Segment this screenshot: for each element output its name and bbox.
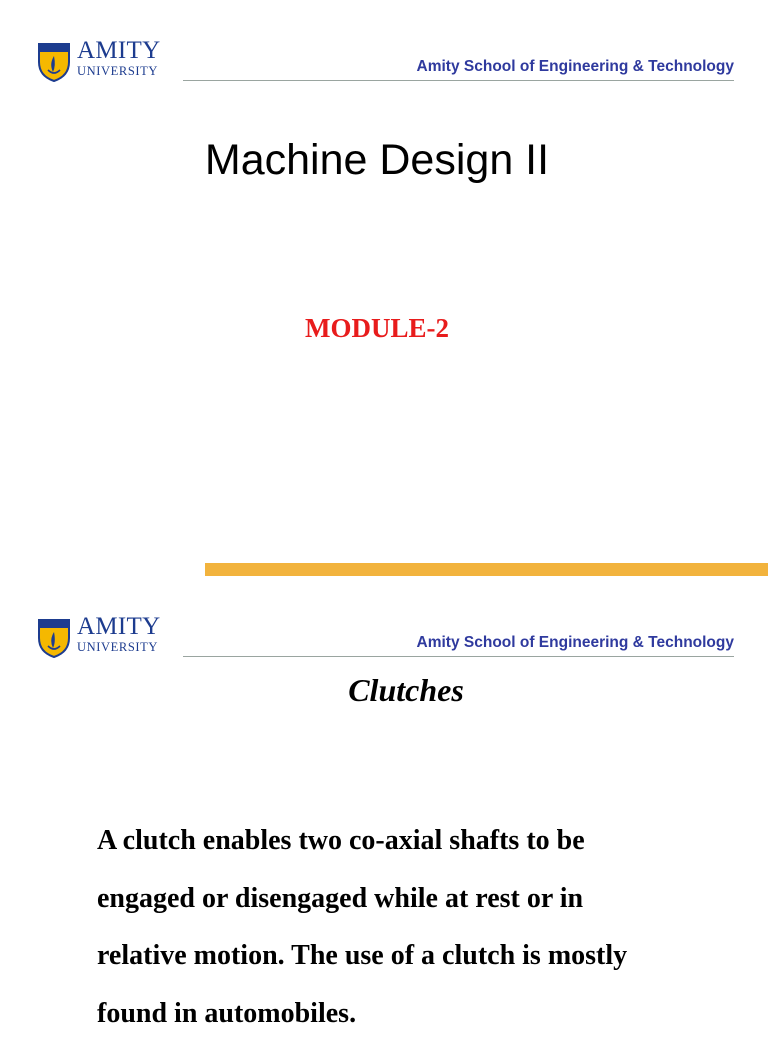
logo-subtitle: UNIVERSITY — [77, 64, 158, 79]
module-label: MODULE-2 — [0, 313, 754, 344]
body-line: A clutch enables two co-axial shafts to be — [97, 812, 737, 870]
school-name: Amity School of Engineering & Technology — [417, 58, 734, 76]
body-line: found in automobiles. — [97, 985, 737, 1042]
logo-name: AMITY — [77, 37, 160, 65]
school-name: Amity School of Engineering & Technology — [417, 634, 734, 652]
logo-subtitle: UNIVERSITY — [77, 640, 158, 655]
logo-name: AMITY — [77, 613, 160, 641]
header-divider — [183, 656, 734, 657]
header-divider — [183, 80, 734, 81]
body-line: relative motion. The use of a clutch is mostly — [97, 927, 737, 985]
amity-crest-icon — [37, 40, 71, 82]
amity-logo — [37, 616, 172, 658]
slide-2 — [0, 576, 768, 1024]
slide-title: Machine Design II — [0, 136, 754, 185]
amity-logo — [37, 40, 172, 82]
slide-topic: Clutches — [0, 672, 768, 709]
amity-crest-icon — [37, 616, 71, 658]
accent-bar — [205, 563, 768, 576]
body-line: engaged or disengaged while at rest or in — [97, 870, 737, 928]
body-text — [97, 812, 737, 1042]
